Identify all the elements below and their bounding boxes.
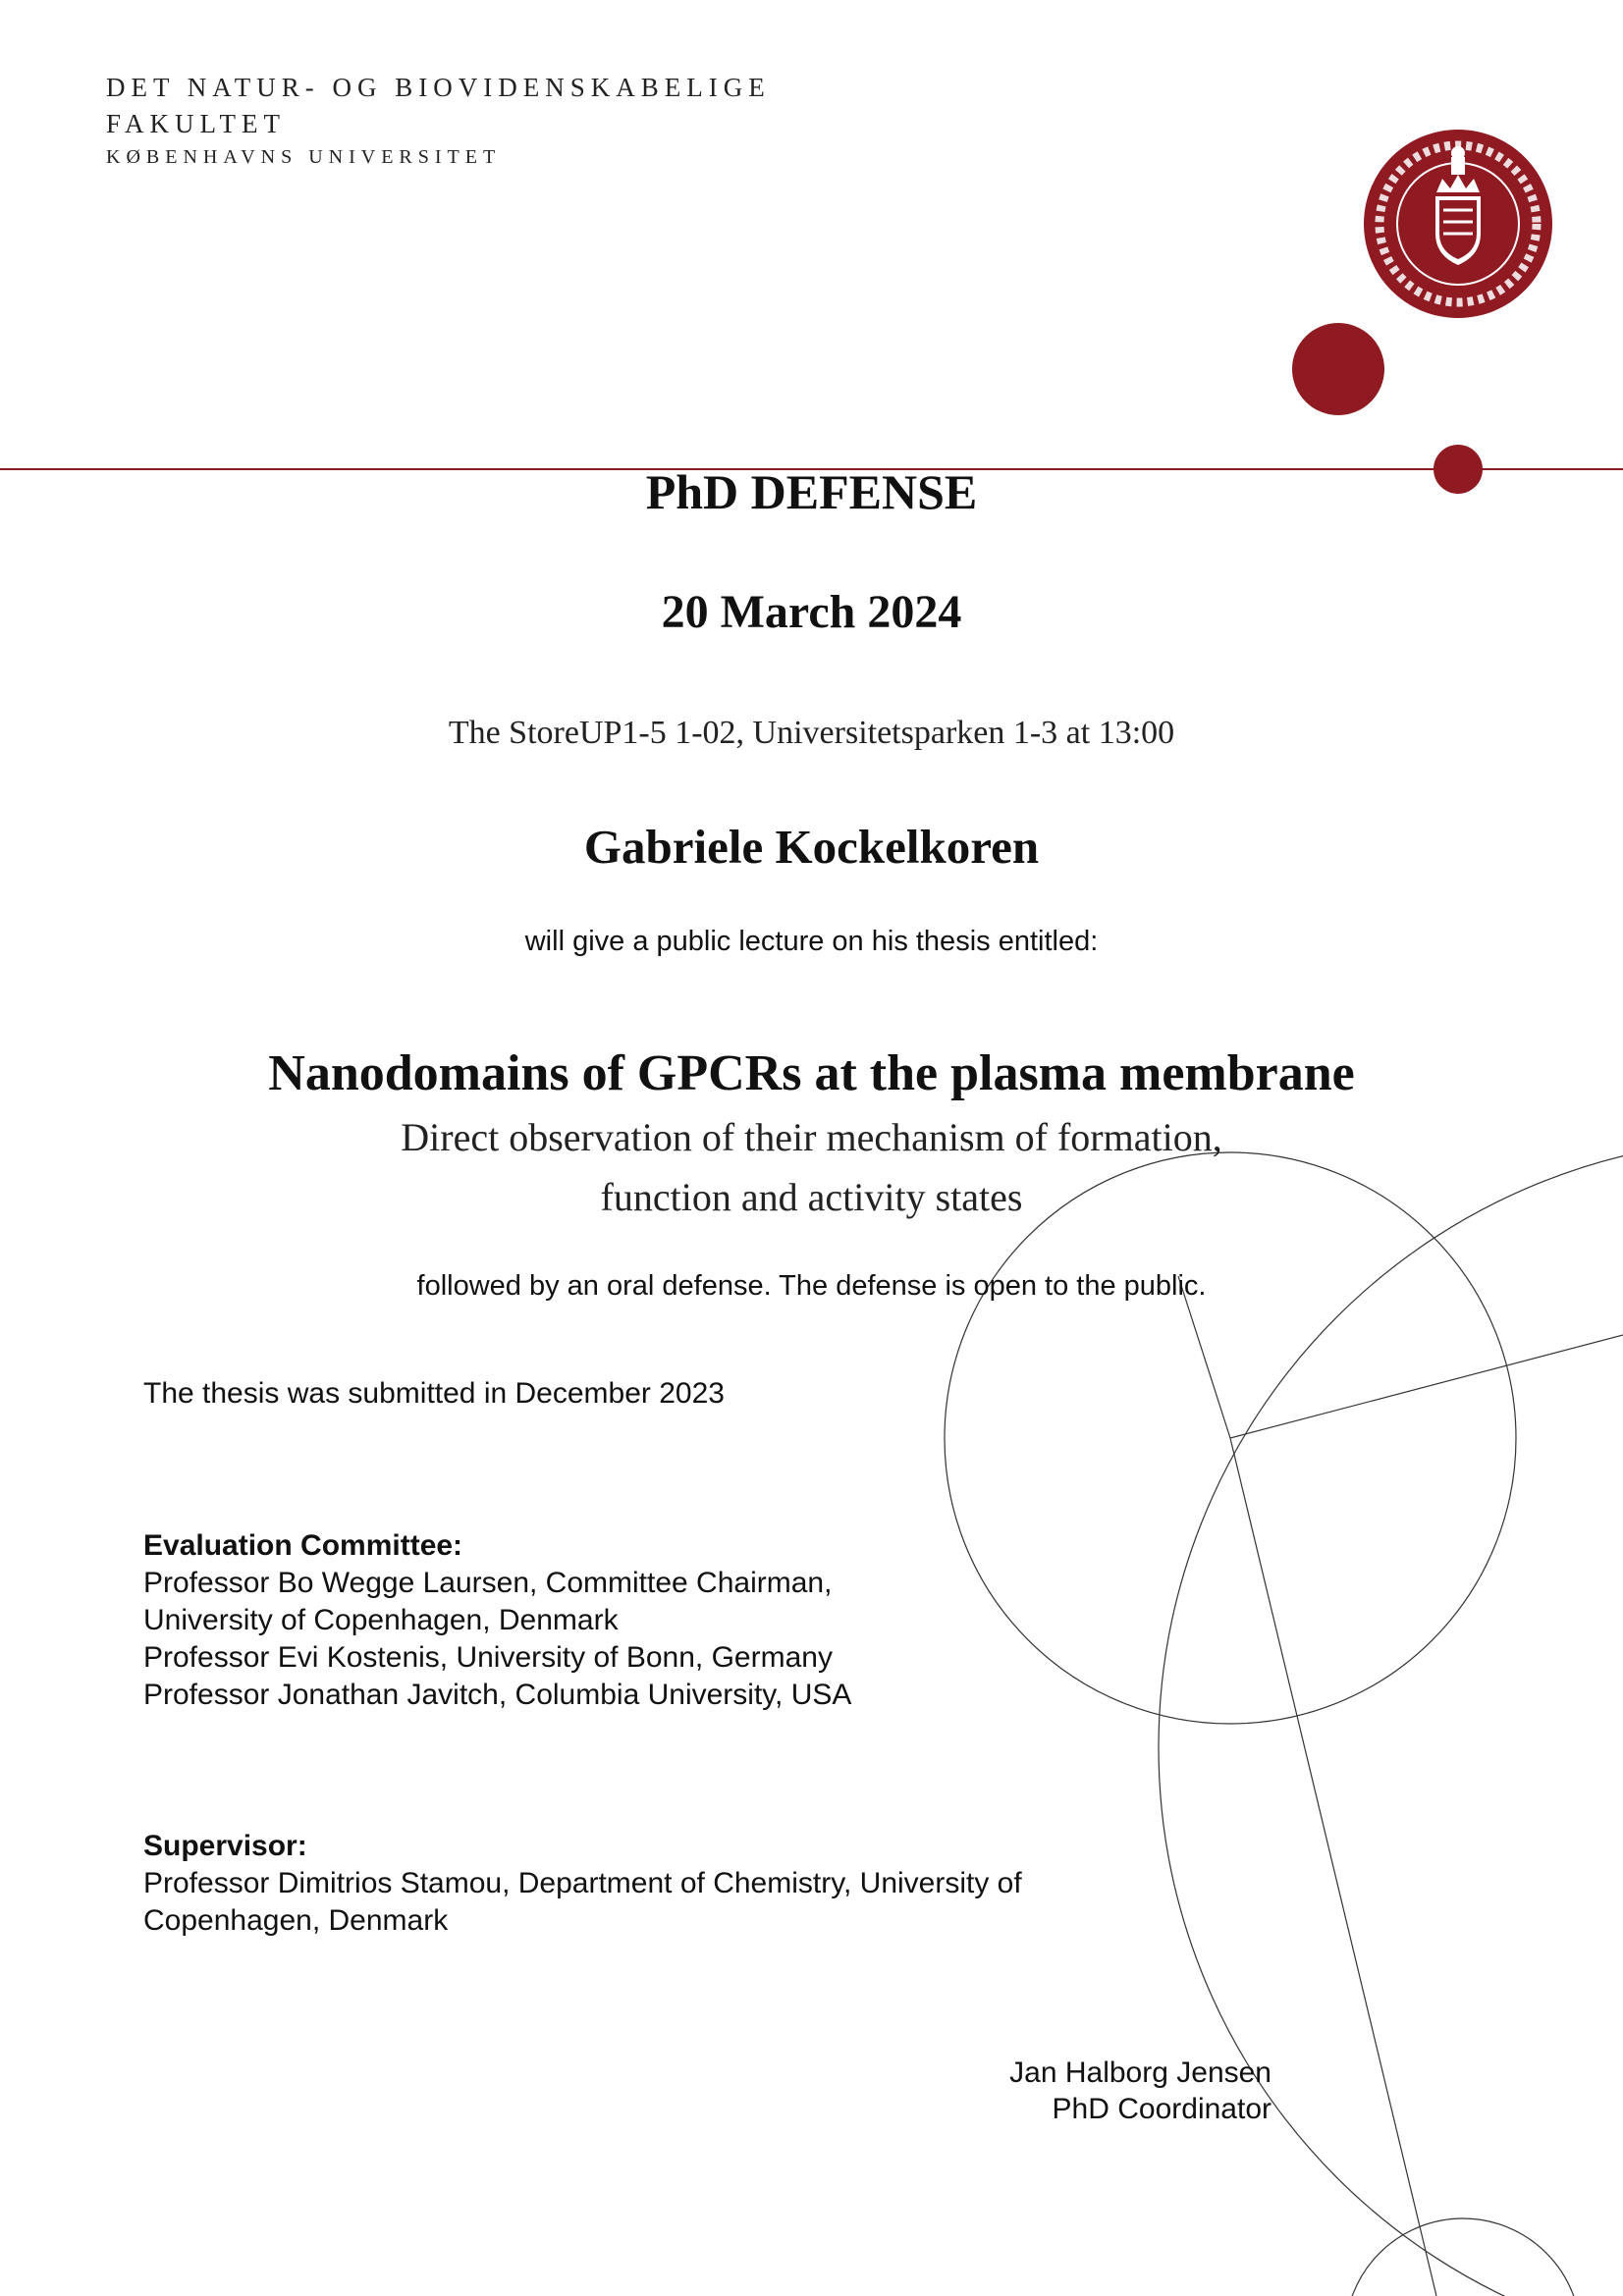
supervisor-line: Professor Dimitrios Stamou, Department of Chemistry, University of <box>143 1867 1022 1899</box>
committee-line: Professor Jonathan Javitch, Columbia University, USA <box>143 1679 852 1711</box>
thesis-subtitle-line1: Direct observation of their mechanism of formation, <box>401 1115 1222 1159</box>
event-date: 20 March 2024 <box>661 586 962 638</box>
faculty-name-line2: FAKULTET <box>106 109 286 138</box>
decor-line-2 <box>1230 1438 1436 2296</box>
event-venue: The StoreUP1-5 1-02, Universitetsparken 1-3 at 13:00 <box>448 715 1175 751</box>
committee-line: Professor Evi Kostenis, University of Bonn, Germany <box>143 1641 833 1674</box>
committee-line: University of Copenhagen, Denmark <box>143 1604 619 1636</box>
supervisor-line: Copenhagen, Denmark <box>143 1904 449 1937</box>
thesis-subtitle-line2: function and activity states <box>600 1175 1023 1219</box>
signature-block <box>1009 2055 1271 2127</box>
event-heading: PhD DEFENSE <box>645 464 978 519</box>
committee-line: Professor Bo Wegge Laursen, Committee Chairman, <box>143 1567 833 1599</box>
committee-section <box>143 1527 851 1714</box>
committee-heading: Evaluation Committee: <box>143 1529 463 1562</box>
red-dot-large <box>1292 323 1384 415</box>
defense-note: followed by an oral defense. The defense is open to the public. <box>416 1270 1207 1302</box>
thesis-title: Nanodomains of GPCRs at the plasma membrane <box>268 1045 1355 1101</box>
faculty-name-line1: DET NATUR- OG BIOVIDENSKABELIGE <box>106 73 771 102</box>
university-name: KØBENHAVNS UNIVERSITET <box>106 146 502 168</box>
signatory-role: PhD Coordinator <box>1052 2093 1271 2125</box>
candidate-name: Gabriele Kockelkoren <box>583 820 1040 874</box>
decor-line-1 <box>1230 1335 1623 1438</box>
supervisor-section <box>143 1828 1022 1940</box>
decor-circle-bottom <box>1345 2218 1581 2296</box>
university-seal <box>1364 130 1552 318</box>
supervisor-heading: Supervisor: <box>143 1830 307 1862</box>
lecture-intro: will give a public lecture on his thesis entitled: <box>524 926 1099 957</box>
signatory-name: Jan Halborg Jensen <box>1009 2056 1271 2089</box>
submission-note: The thesis was submitted in December 2023 <box>143 1377 725 1410</box>
